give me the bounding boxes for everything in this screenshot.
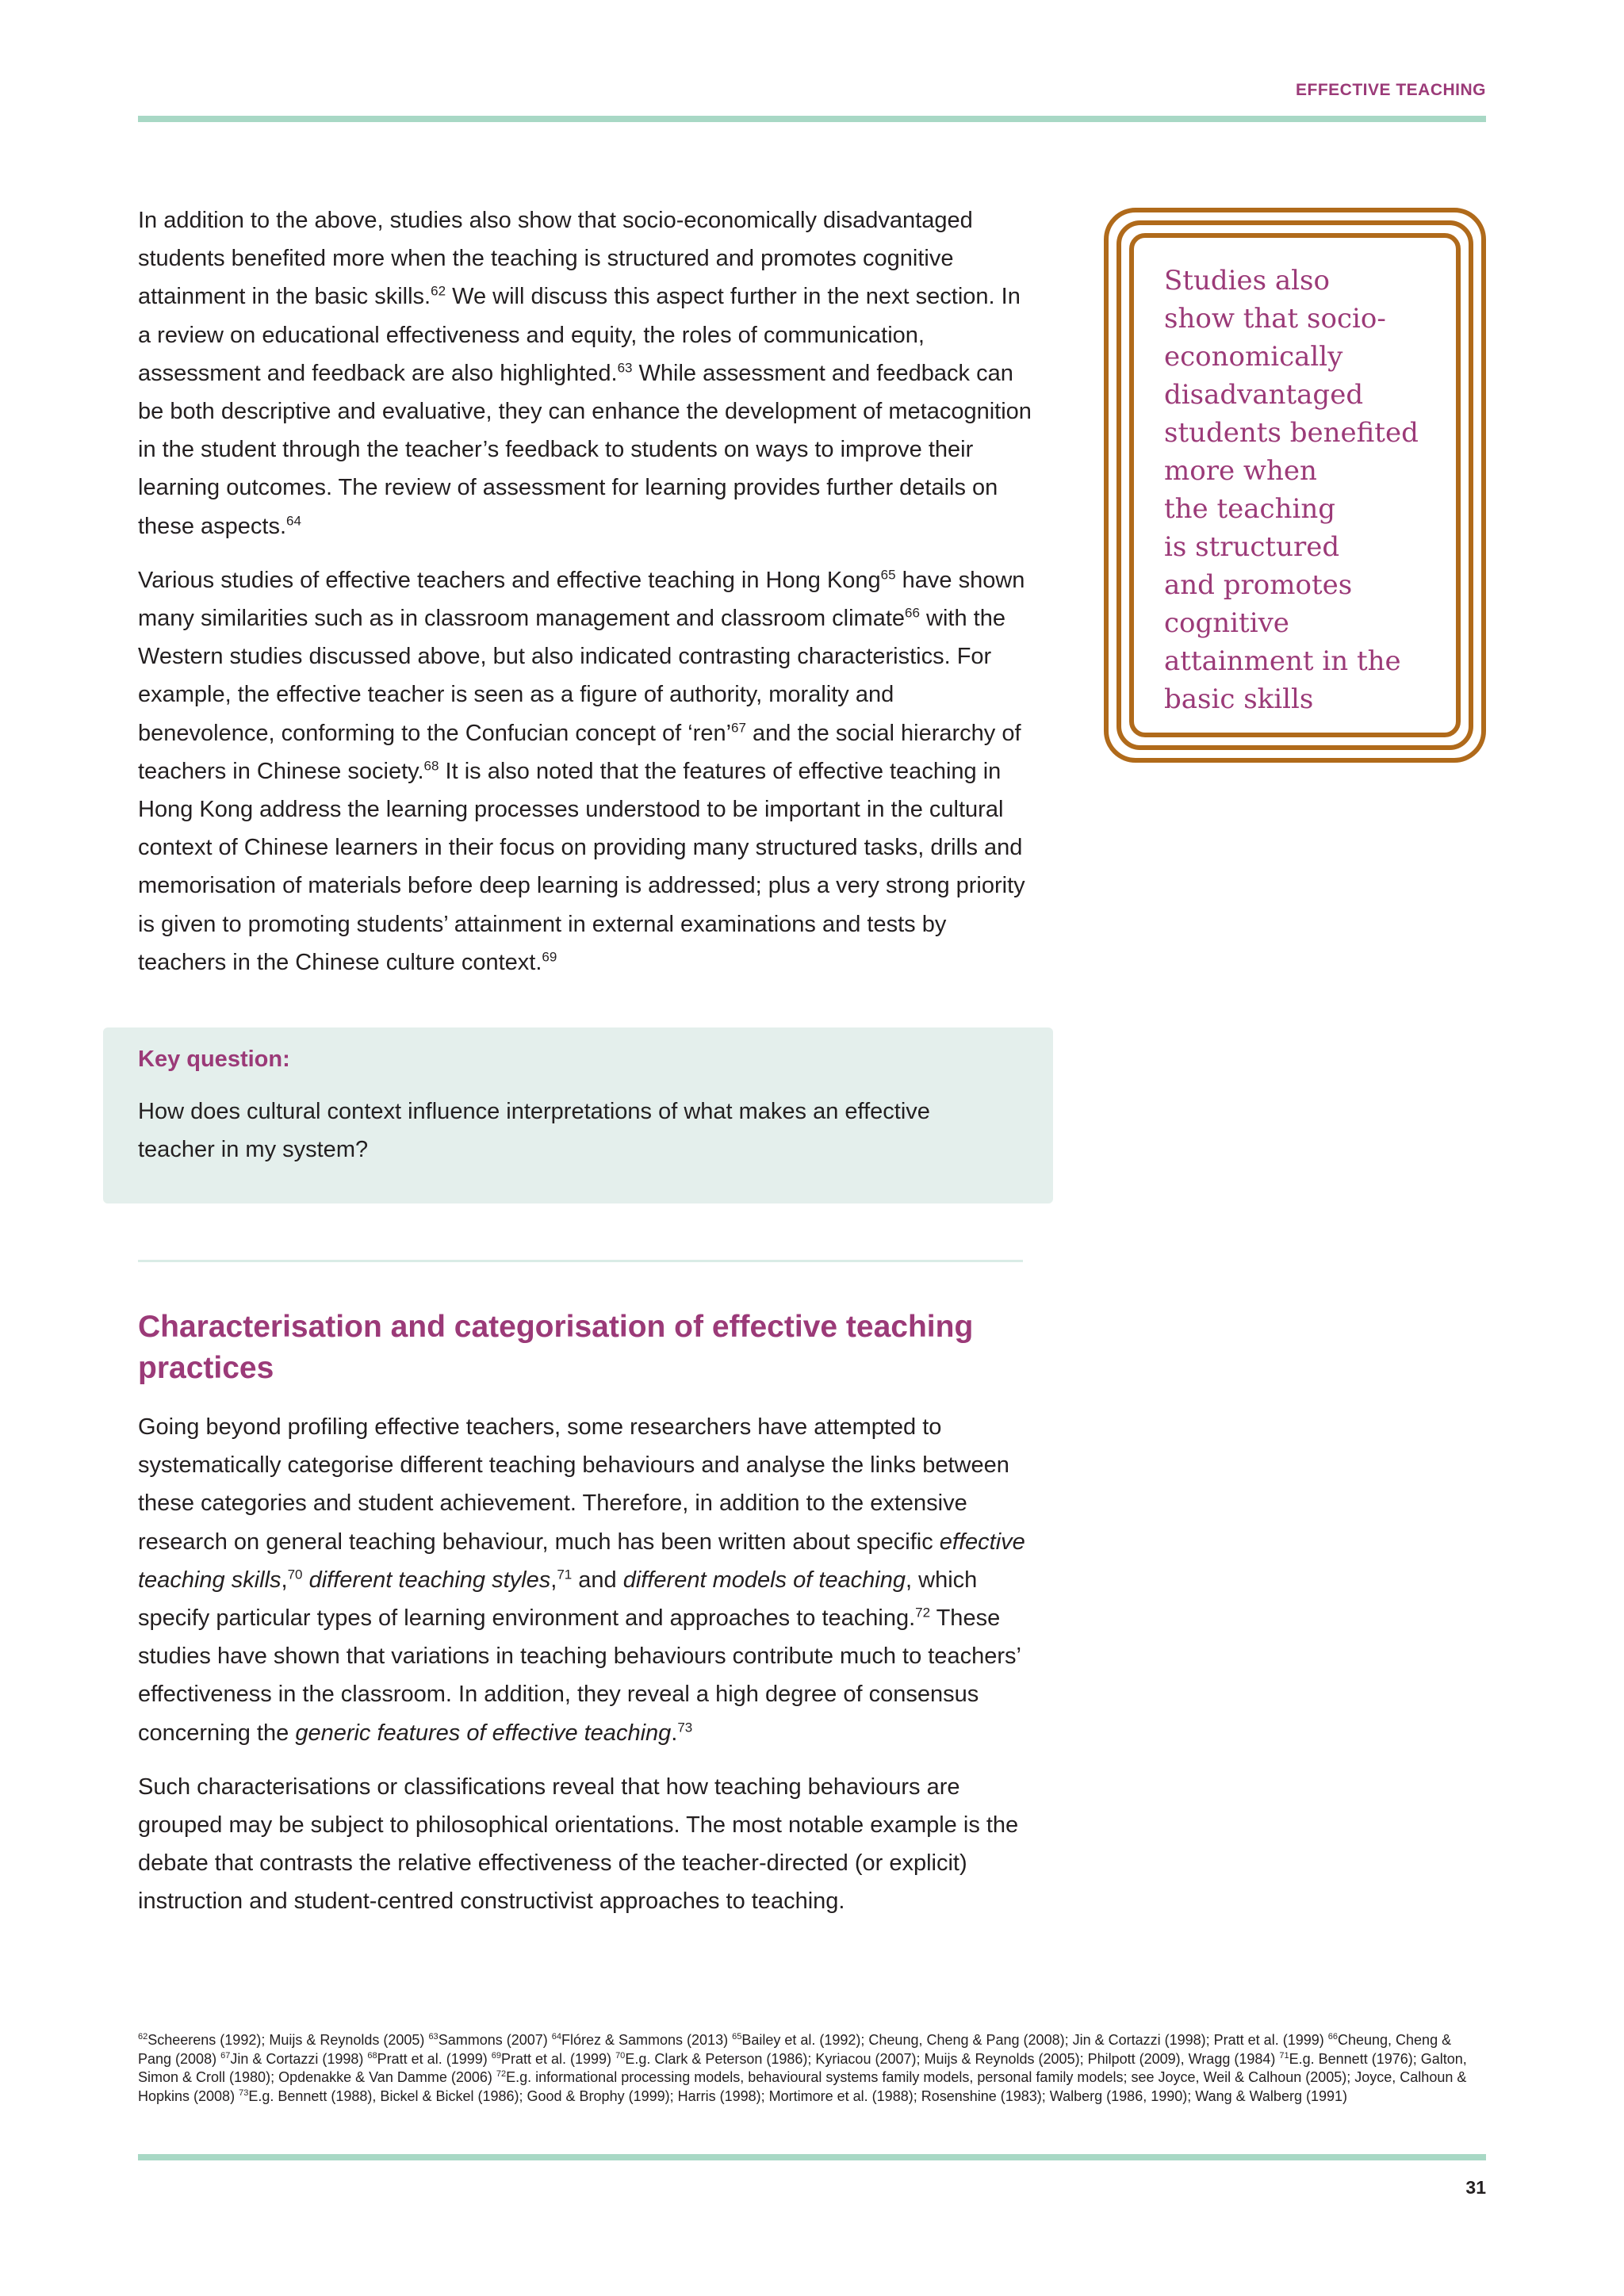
footnote-ref: 62 <box>431 283 446 299</box>
pull-quote-line: Studies also <box>1164 265 1330 297</box>
footnote-number: 71 <box>1279 2050 1289 2061</box>
key-question-box <box>103 1027 1053 1203</box>
pull-quote-line: the teaching <box>1164 493 1336 525</box>
pull-quote-line: students benefited <box>1164 417 1419 449</box>
pull-quote-line: more when <box>1164 455 1317 487</box>
text-run: Various studies of effective teachers and effective teaching in Hong Kong <box>138 567 881 593</box>
paragraph-4 <box>138 1768 1034 1921</box>
footnote-ref: 68 <box>423 758 439 774</box>
paragraph-1 <box>138 201 1034 545</box>
text-run: Such characterisations or classifications reveal that how teaching behaviours are grouped may be subject to philosophical orientations. The most notable example is the debate that contrasts the relative effectiveness of the teacher-directed (or explicit) instruction and student-centred constructivist approaches to teaching. <box>138 1774 1019 1915</box>
footnote-number: 73 <box>239 2087 249 2098</box>
pull-quote-line: basic skills <box>1164 683 1314 715</box>
footnote-text: Jin & Cortazzi (1998) <box>230 2050 368 2067</box>
pull-quote-line: show that socio- <box>1164 303 1386 335</box>
footnote-ref: 65 <box>880 567 896 583</box>
pull-quote-frame <box>1104 208 1486 763</box>
footnote-text: Cheung, Cheng & Pang (2008) <box>138 2032 1452 2067</box>
footnote-ref: 69 <box>542 949 557 965</box>
footnote-number: 65 <box>732 2032 742 2042</box>
footnote-text: E.g. informational processing models, behavioural systems family models, personal family models; see Joyce, Weil & Calhoun (2005); Joyce, Calhoun & Hopkins (2008) <box>138 2069 1467 2104</box>
pull-quote-line: economically <box>1164 341 1343 373</box>
footnote-ref: 71 <box>557 1567 573 1582</box>
footnote-number: 66 <box>1327 2032 1338 2042</box>
main-column-bottom <box>138 1408 1034 1937</box>
footnote-text: Sammons (2007) <box>438 2032 552 2048</box>
header-rule <box>138 116 1486 122</box>
footnote-ref: 67 <box>731 719 746 735</box>
footnote-text: Pratt et al. (1999) <box>377 2050 492 2067</box>
section-divider <box>138 1260 1023 1262</box>
footnote-ref: 64 <box>286 512 301 528</box>
text-run: While assessment and feedback can be both descriptive and evaluative, they can enhance the development of metacognition in the student through the teacher’s feedback to students on ways to improve their learning outcomes. The review of assessment for learning provides further details on these aspects. <box>138 360 1032 539</box>
italic-term: different teaching styles <box>308 1567 551 1593</box>
footnote-number: 64 <box>551 2032 561 2042</box>
pull-quote-line: attainment in the <box>1164 645 1401 677</box>
footnote-ref: 70 <box>287 1567 303 1582</box>
italic-term: different models of teaching <box>622 1567 906 1593</box>
footnote-text: Bailey et al. (1992); Cheung, Cheng & Pang (2008); Jin & Cortazzi (1998); Pratt et al. (1999) <box>741 2032 1328 2048</box>
text-run: . <box>671 1720 678 1746</box>
text-run: , <box>550 1567 557 1593</box>
text-run: have shown many similarities such as in classroom management and classroom climate <box>138 567 1025 632</box>
text-run <box>303 1567 309 1593</box>
page-number: 31 <box>1465 2177 1486 2198</box>
footnote-text: Pratt et al. (1999) <box>500 2050 616 2067</box>
key-question-text: How does cultural context influence interpretations of what makes an effective teacher in my system? <box>138 1099 930 1162</box>
paragraph-2 <box>138 561 1034 982</box>
pull-quote-text <box>1164 262 1465 718</box>
paragraph-3 <box>138 1408 1034 1752</box>
text-run: and <box>572 1567 623 1593</box>
footnote-ref: 73 <box>677 1719 693 1735</box>
footnote-text: E.g. Clark & Peterson (1986); Kyriacou (2007); Muijs & Reynolds (2005); Philpott (2009), Wragg (1984) <box>625 2050 1280 2067</box>
footnote-number: 63 <box>428 2032 439 2042</box>
text-run: In addition to the above, studies also show that socio-economically disadvantaged students benefited more when the teaching is structured and promotes cognitive attainment in the basic skills. <box>138 208 973 310</box>
footnote-text: E.g. Bennett (1988), Bickel & Bickel (1986); Good & Brophy (1999); Harris (1998); Mortimore et al. (1988); Rosenshine (1983); Walberg (1986, 1990); Wang & Walberg (1991) <box>248 2087 1347 2104</box>
pull-quote-line: cognitive <box>1164 607 1289 639</box>
footnote-ref: 66 <box>905 605 920 621</box>
text-run: and the social hierarchy of teachers in Chinese society. <box>138 720 1021 784</box>
footnote-number: 70 <box>615 2050 626 2061</box>
footnote-ref: 72 <box>915 1605 931 1621</box>
footnote-text: Scheerens (1992); Muijs & Reynolds (2005) <box>147 2032 429 2048</box>
footnote-number: 67 <box>220 2050 231 2061</box>
footnote-text: Flórez & Sammons (2013) <box>561 2032 733 2048</box>
italic-term: effective teaching skills <box>138 1529 1025 1593</box>
section-heading: Characterisation and categorisation of effective teaching practices <box>138 1310 974 1385</box>
running-header: EFFECTIVE TEACHING <box>1295 81 1486 99</box>
footnotes <box>138 2031 1486 2106</box>
pull-quote-line: disadvantaged <box>1164 379 1364 411</box>
text-run: Going beyond profiling effective teachers, some researchers have attempted to systematically categorise different teaching behaviours and analyse the links between these categories and student achievement. Therefore, in addition to the extensive research on general teaching behaviour, much has been written about specific <box>138 1414 1009 1555</box>
footnote-number: 69 <box>491 2050 501 2061</box>
footnote-ref: 63 <box>617 360 633 376</box>
text-run: These studies have shown that variations in teaching behaviours contribute much to teachers’ effectiveness in the classroom. In addition, they reveal a high degree of consensus concerning the <box>138 1605 1021 1746</box>
italic-term: generic features of effective teaching <box>295 1720 672 1746</box>
text-run: , which specify particular types of learning environment and approaches to teaching. <box>138 1567 978 1632</box>
main-column-top <box>138 201 1034 997</box>
footer-rule <box>138 2154 1486 2160</box>
pull-quote-line: and promotes <box>1164 569 1353 601</box>
footnote-number: 72 <box>496 2069 507 2079</box>
footnote-number: 68 <box>367 2050 377 2061</box>
key-question-title: Key question: <box>138 1047 290 1072</box>
text-run: It is also noted that the features of effective teaching in Hong Kong address the learning processes understood to be important in the cultural context of Chinese learners in their focus on providing many structured tasks, drills and memorisation of materials before deep learning is addressed; plus a very strong priority is given to promoting students’ attainment in external examinations and tests by teachers in the Chinese culture context. <box>138 758 1025 975</box>
footnote-number: 62 <box>138 2032 148 2042</box>
footnote-text: E.g. Bennett (1976); Galton, Simon & Croll (1980); Opdenakke & Van Damme (2006) <box>138 2050 1467 2085</box>
pull-quote-line: is structured <box>1164 531 1340 563</box>
text-run: with the Western studies discussed above, but also indicated contrasting characteristics. For example, the effective teacher is seen as a figure of authority, morality and benevolence, conforming to the Confucian concept of ‘ren’ <box>138 606 1005 746</box>
text-run: We will discuss this aspect further in the next section. In a review on educational effectiveness and equity, the roles of communication, assessment and feedback are also highlighted. <box>138 284 1021 386</box>
text-run: , <box>281 1567 288 1593</box>
